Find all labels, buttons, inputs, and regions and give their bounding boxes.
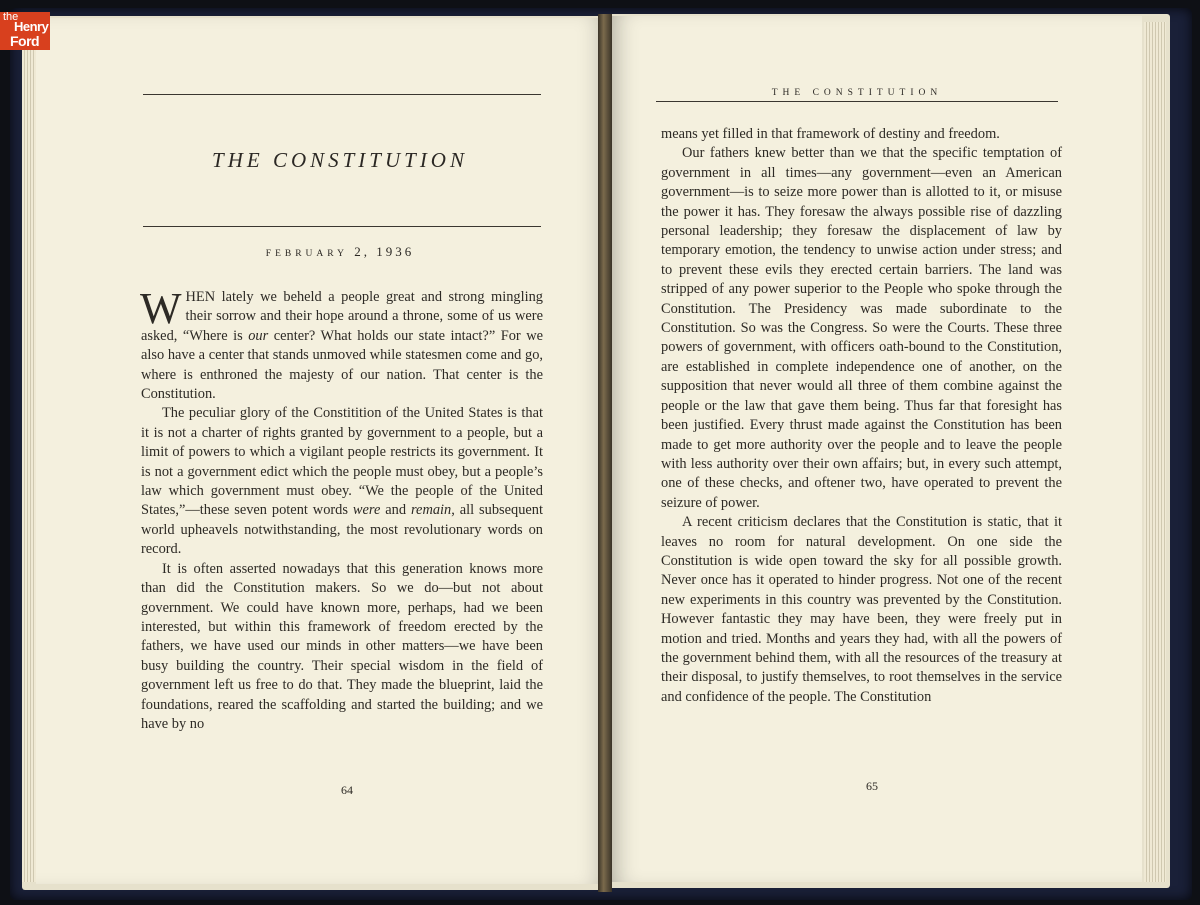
- left-paragraph: [141, 560, 543, 735]
- top-rule: [143, 94, 541, 95]
- chapter-title: THE CONSTITUTION: [212, 148, 468, 172]
- right-page-text: [661, 125, 1062, 707]
- drop-cap: W: [140, 284, 182, 333]
- italic-text: were: [352, 502, 381, 519]
- logo-text-ford: Ford: [10, 33, 40, 49]
- logo-text-the: the: [3, 11, 19, 23]
- henry-ford-logo: [0, 12, 50, 50]
- logo-text-henry: Henry: [14, 19, 49, 34]
- right-paragraph: [661, 144, 1062, 513]
- paragraph-text: means yet filled in that framework of destiny and freedom.: [661, 126, 1000, 142]
- paragraph-text: and: [380, 502, 411, 519]
- date-day-year: 2, 1936: [347, 244, 415, 259]
- italic-text: our: [248, 327, 269, 344]
- paragraph-text: HEN lately we beheld a people great and strong mingling their sorrow and their hope around a throne, some of us were asked, “Where is: [141, 289, 543, 344]
- left-page-text: [140, 284, 543, 734]
- paragraph-text: A recent criticism declares that the Constitution is static, that it leaves no room for natural development. On one side the Constitution is wide open toward the sky for all possible growth. Never once has it operated to hinder progress. Not one of the recent new experiments in this country was prevented by the Constitution. However fantastic they may have been, they were freely put in motion and tried. Months and years they had, with all the powers of the government behind them, with all the resources of the treasury at their disposal, to justify themselves, to root themselves in the service and confidence of the people. The Constitution: [661, 514, 1062, 705]
- paragraph-text: , all subsequent world upheavels notwithstanding, the most revolutionary words on record.: [141, 502, 543, 558]
- chapter-date: [140, 244, 540, 260]
- date-month: FEBRUARY: [265, 249, 348, 259]
- paragraph-text: center? What holds our state intact?” For we also have a center that stands unmoved while statesmen come and go, where is enthroned the majesty of our nation. That center is the Constitution.: [141, 327, 543, 403]
- paragraph-text: Our fathers knew better than we that the specific temptation of government in all times—any government—even an American government—is to seize more power than is allotted to it, or misuse the power it has. They foresaw the always possible rise of dazzling personal leadership; they foresaw the displacement of law by temporary emotion, the tendency to unwise action under stress; and to prevent these evils they erected certain barriers. The land was stripped of any power superior to the People who spoke through the Constitution. The Presidency was made subordinate to the Constitution. So was the Congress. So were the Courts. These three powers of government, with officers oath-bound to the Constitution, are established in complete independence one of another, on the supposition that never would all three of them combine against the people or the law that gave them being. Thus far that foresight has been justified. Every thrust made against the Constitution has been made to get more authority over the people and to leave the people with less authority over their own affairs; but, in every such attempt, one of these checks, and oftener two, have operated to prevent the seizure of power.: [661, 145, 1062, 511]
- left-paragraph: [141, 404, 543, 559]
- left-paragraphs: [140, 284, 543, 734]
- right-page-edges: [1144, 22, 1166, 882]
- page-number-left: 64: [341, 783, 353, 797]
- paragraph-text: It is often asserted nowadays that this generation knows more than did the Constitution makers. So we do—but not about government. We could have known more, perhaps, had we been interested, but within this framework of freedom erected by the fathers, we have used our minds in other matters—we have been busy building the country. Their special wisdom in the field of government left us free to do that. They made the blueprint, laid the foundations, reared the scaffolding and started the building; and we have by no: [141, 560, 543, 732]
- right-paragraph: [661, 513, 1062, 707]
- italic-text: remain: [410, 502, 452, 519]
- running-head: THE CONSTITUTION: [771, 88, 943, 98]
- book-gutter: [598, 14, 612, 892]
- right-paragraphs: [661, 125, 1062, 707]
- paragraph-text: The peculiar glory of the Constitition of the United States is that it is not a charter of rights granted by government to a people, but a limit of powers to which a vigilant people restricts its government. It is not a government edict which the people must obey, but a people’s law which government must obey. “We the people of the United States,”—these seven potent words: [141, 405, 543, 519]
- left-paragraph: [140, 284, 543, 404]
- page-number-right: 65: [866, 779, 878, 793]
- title-rule: [143, 226, 541, 227]
- running-head-rule: [656, 101, 1058, 102]
- right-paragraph: [661, 125, 1062, 144]
